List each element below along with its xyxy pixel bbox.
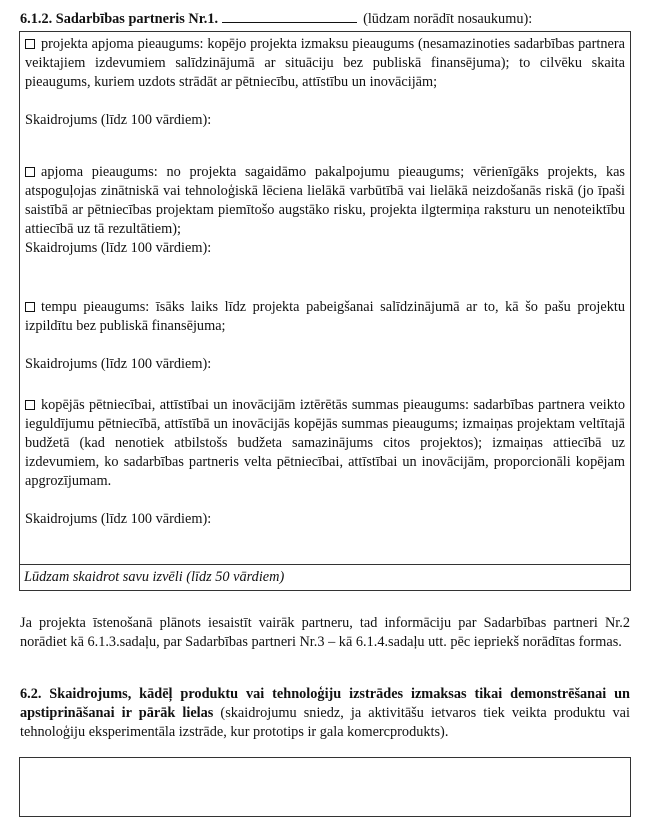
criterion-4-text: kopējās pētniecībai, attīstībai un inovācijām iztērētās summas pieaugums: sadarbības partnera veikto ieguldījumu pētniecībā, attīstībā un inovācijās kopējās summas pieaugums; izmaiņas projektam veltītajā budžetā (kad nenotiek atbilstošs budžeta samazinājums citos projektos); izmaiņas attiecībā uz izdevumiem, ko sadarbības partneris velta pētniecībai, attīstībai un inovācijām, proporcionāli kopējam apgrozījumam. (25, 397, 625, 489)
section-heading-label: 6.1.2. Sadarbības partneris Nr.1. (20, 11, 219, 27)
criterion-1-checkbox[interactable] (25, 39, 35, 49)
partner-criteria-box (19, 31, 631, 591)
box-footer-instruction: Lūdzam skaidrot savu izvēli (līdz 50 vārdiem) (20, 564, 630, 590)
partner-name-blank[interactable] (222, 9, 357, 23)
criterion-3-checkbox[interactable] (25, 302, 35, 312)
section-62-description: (skaidrojumu sniedz, ja aktivitāšu ietvaros tiek veikta produktu vai tehnoloģiju eksperimentāla izstrāde, kur prototips ir gala komercprodukts). (20, 705, 630, 740)
criterion-3-explanation: Skaidrojums (līdz 100 vārdiem): (25, 356, 212, 372)
criterion-2 (25, 163, 625, 258)
criterion-1-explanation: Skaidrojums (līdz 100 vārdiem): (25, 112, 212, 128)
criterion-1 (25, 35, 625, 130)
criterion-2-checkbox[interactable] (25, 167, 35, 177)
criterion-4-checkbox[interactable] (25, 400, 35, 410)
criterion-2-text: apjoma pieaugums: no projekta sagaidāmo pakalpojumu pieaugums; vērienīgāks projekts, kas atspoguļojas zinātniskā vai tehnoloģiskā lēciena lielākā varbūtībā vai lielākā neizdošanās riskā (jo īpaši saistībā ar pētniecības projektam piemītošo augstāko risku, projekta ilgtermiņa raksturu un nenoteiktību attiecībā uz tā rezultātiem); (25, 164, 625, 237)
partners-note (20, 614, 630, 652)
section-62-answer-box[interactable] (19, 757, 631, 817)
criterion-4 (25, 396, 625, 529)
section-62-title: 6.2. Skaidrojums, kādēļ produktu vai tehnoloģiju izstrādes izmaksas tikai demonstrēšanai un apstiprināšanai ir pārāk lielas (20, 686, 630, 721)
criterion-1-text: projekta apjoma pieaugums: kopējo projekta izmaksu pieaugums (nesamazinoties sadarbības partnera veiktajiem izdevumiem salīdzinājumā ar situāciju bez publiskā finansējuma); to cilvēku skaita pieaugums, kuriem uzdots strādāt ar pētniecību, attīstību un inovācijām; (25, 36, 625, 90)
section-62 (20, 685, 630, 742)
criterion-2-explanation: Skaidrojums (līdz 100 vārdiem): (25, 240, 212, 256)
criterion-3 (25, 298, 625, 374)
section-heading (20, 9, 640, 29)
criterion-4-explanation: Skaidrojums (līdz 100 vārdiem): (25, 511, 212, 527)
criterion-3-text: tempu pieaugums: īsāks laiks līdz projekta pabeigšanai salīdzinājumā ar to, kā šo pašu projektu izpildītu bez publiskā finansējuma; (25, 299, 625, 334)
section-heading-note: (lūdzam norādīt nosaukumu): (363, 11, 533, 27)
partners-note-text: Ja projekta īstenošanā plānots iesaistīt vairāk partneru, tad informāciju par Sadarbības partneri Nr.2 norādiet kā 6.1.3.sadaļu, par Sadarbības partneri Nr.3 – kā 6.1.4.sadaļu utt. pēc iepriekš norādītas formas. (20, 615, 630, 650)
